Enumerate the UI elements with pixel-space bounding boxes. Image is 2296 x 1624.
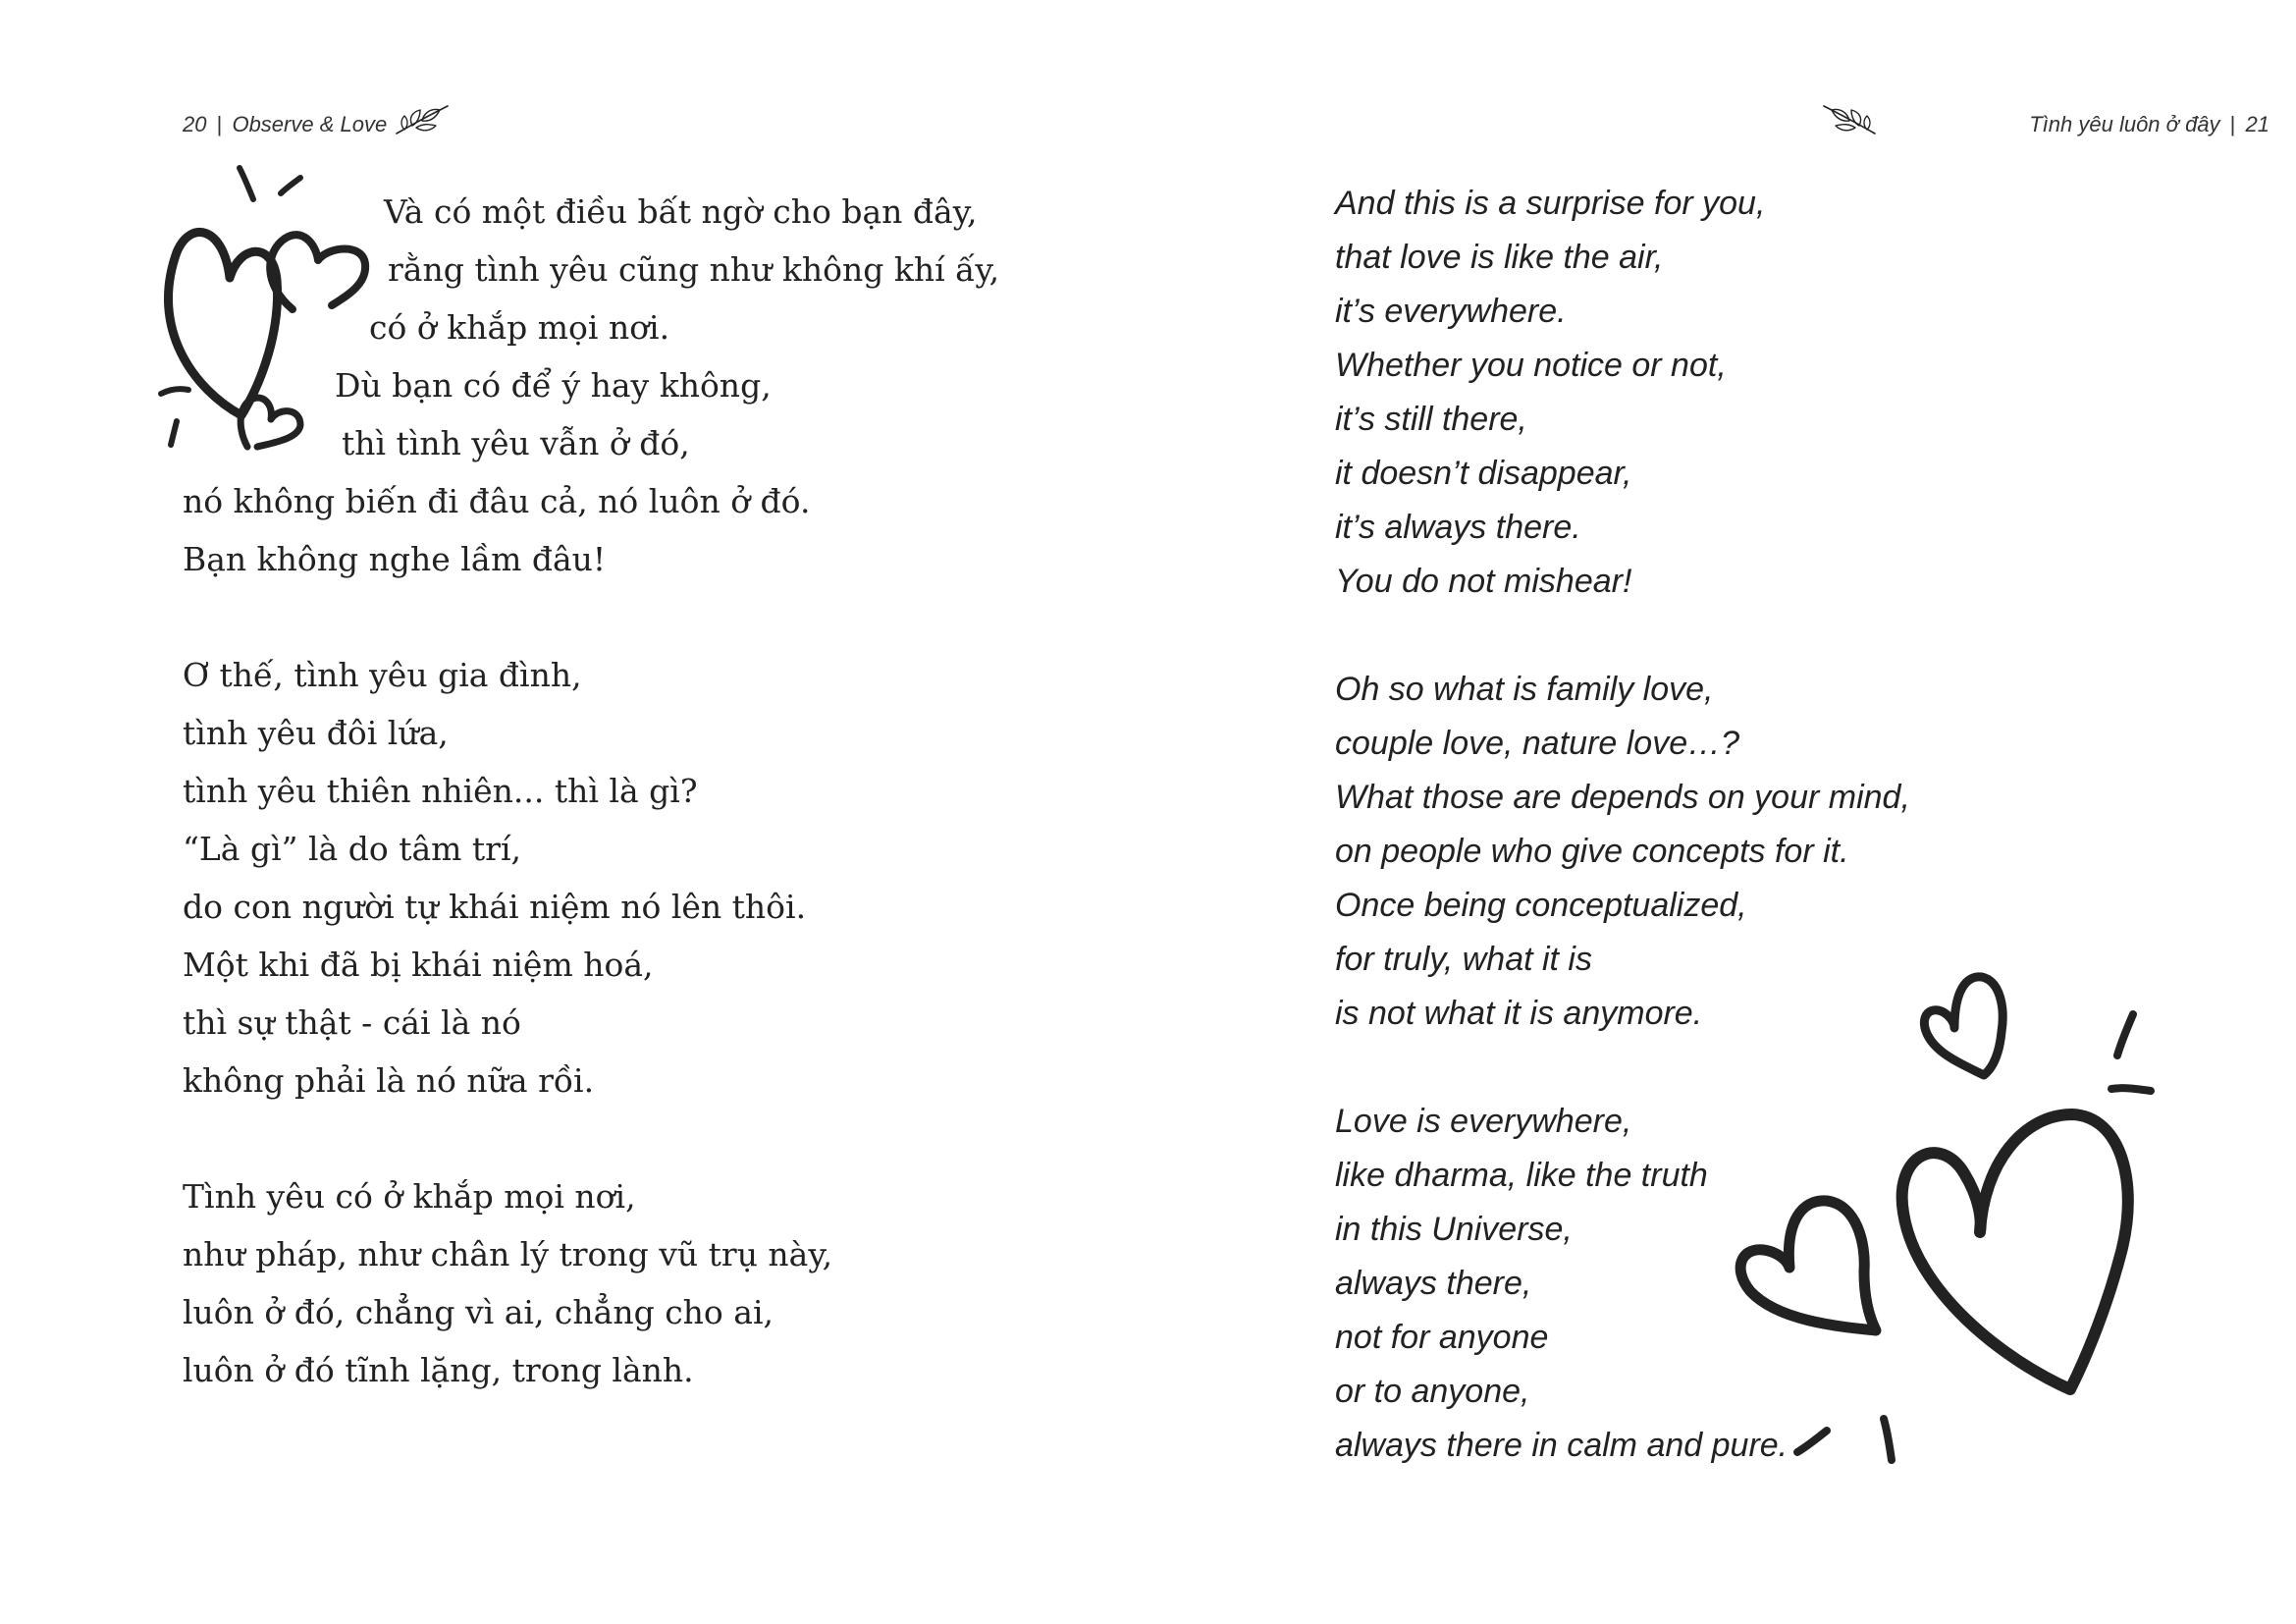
poem-line: not for anyone <box>1335 1319 1549 1356</box>
poem-line: nó không biến đi đâu cả, nó luôn ở đó. <box>183 482 811 520</box>
header-separator: | <box>2229 112 2236 136</box>
stanza-gap <box>183 588 999 646</box>
poem-line: Once being conceptualized, <box>1335 887 1747 924</box>
poem-line: that love is like the air, <box>1335 239 1664 276</box>
poem-line: it’s always there. <box>1335 509 1581 546</box>
poem-line: always there in calm and pure. <box>1335 1427 1789 1464</box>
poem-line: không phải là nó nữa rồi. <box>183 1061 595 1100</box>
right-page <box>1148 0 2295 1624</box>
left-page-running-title: Observe & Love <box>232 112 388 136</box>
poem-line: tình yêu thiên nhiên... thì là gì? <box>183 772 698 810</box>
poem-line: thì sự thật - cái là nó <box>183 1003 521 1042</box>
poem-line: it doesn’t disappear, <box>1335 455 1632 492</box>
poem-line: do con người tự khái niệm nó lên thôi. <box>183 888 807 926</box>
poem-line: Love is everywhere, <box>1335 1103 1632 1140</box>
poem-line: luôn ở đó, chẳng vì ai, chẳng cho ai, <box>183 1293 774 1331</box>
poem-line: Oh so what is family love, <box>1335 671 1714 708</box>
poem-line: couple love, nature love…? <box>1335 725 1740 762</box>
poem-line: Dù bạn có để ý hay không, <box>335 366 772 405</box>
poem-line: Một khi đã bị khái niệm hoá, <box>183 946 654 984</box>
poem-line: thì tình yêu vẫn ở đó, <box>342 424 690 462</box>
leaf-sprig-icon <box>1820 100 1879 139</box>
poem-line: it’s still there, <box>1335 401 1527 438</box>
poem-line: luôn ở đó tĩnh lặng, trong lành. <box>183 1351 694 1389</box>
poem-line: like dharma, like the truth <box>1335 1157 1708 1194</box>
stanza-gap <box>1335 609 1910 663</box>
leaf-sprig-icon <box>393 100 452 139</box>
stanza-gap <box>183 1110 999 1167</box>
poem-line: Bạn không nghe lầm đâu! <box>183 540 607 578</box>
poem-line: for truly, what it is <box>1335 941 1592 978</box>
poem-line: on people who give concepts for it. <box>1335 833 1849 870</box>
poem-line: Ơ thế, tình yêu gia đình, <box>183 656 582 694</box>
right-page-header <box>2029 112 2269 137</box>
left-page-number: 20 <box>183 112 207 136</box>
poem-line: And this is a surprise for you, <box>1335 185 1766 222</box>
header-separator: | <box>216 112 223 136</box>
poem-line: What those are depends on your mind, <box>1335 779 1910 816</box>
poem-line: như pháp, như chân lý trong vũ trụ này, <box>183 1235 833 1273</box>
left-page-header <box>183 112 387 137</box>
poem-line: You do not mishear! <box>1335 563 1632 600</box>
poem-line: “Là gì” là do tâm trí, <box>183 830 521 868</box>
poem-line: Whether you notice or not, <box>1335 347 1727 384</box>
poem-line: Và có một điều bất ngờ cho bạn đây, <box>384 192 978 231</box>
poem-line: it’s everywhere. <box>1335 293 1567 330</box>
poem-line: có ở khắp mọi nơi. <box>369 308 670 347</box>
hand-drawn-hearts-icon <box>1670 967 2296 1473</box>
vietnamese-poem <box>183 183 999 1399</box>
right-page-number: 21 <box>2245 112 2269 136</box>
right-page-running-title: Tình yêu luôn ở đây <box>2029 112 2220 136</box>
poem-line: tình yêu đôi lứa, <box>183 714 449 752</box>
poem-line: rằng tình yêu cũng như không khí ấy, <box>388 250 1000 289</box>
poem-line: or to anyone, <box>1335 1373 1530 1410</box>
poem-line: is not what it is anymore. <box>1335 995 1703 1032</box>
poem-line: Tình yêu có ở khắp mọi nơi, <box>183 1177 636 1216</box>
poem-line: always there, <box>1335 1265 1532 1302</box>
poem-line: in this Universe, <box>1335 1211 1573 1248</box>
